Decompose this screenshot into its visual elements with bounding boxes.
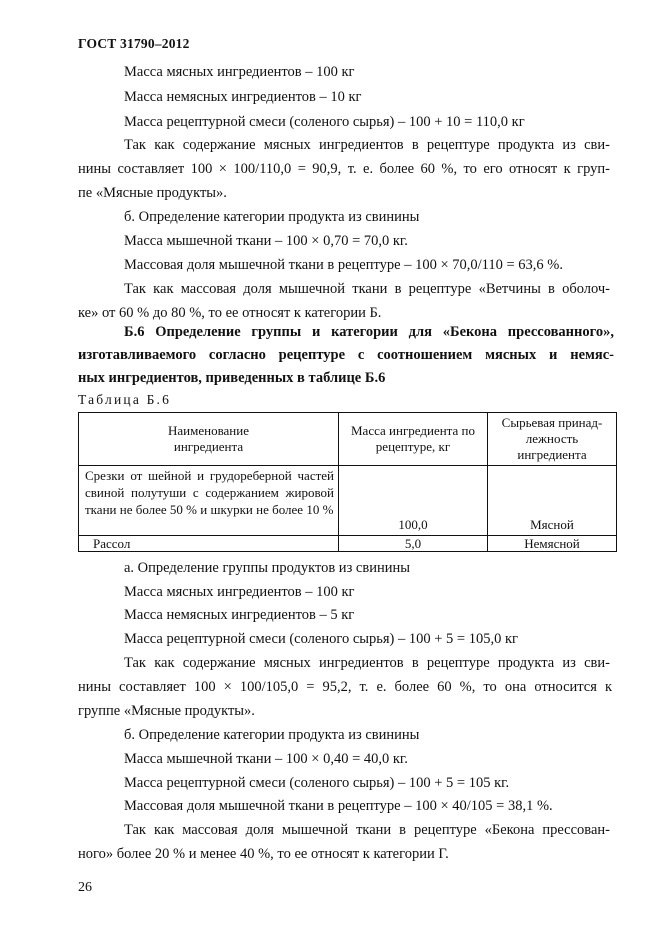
paragraph-line: Так как содержание мясных ингредиентов в рецептуре продукта из сви- [124,137,610,153]
paragraph-line: Так как массовая доля мышечной ткани в рецептуре «Бекона прессован- [124,822,610,838]
table-row [79,466,617,536]
text-line: Масса рецептурной смеси (соленого сырья) – 100 + 5 = 105 кг. [124,775,510,791]
table-header-row [79,413,617,466]
text-line: Масса мясных ингредиентов – 100 кг [124,64,355,80]
page-number: 26 [78,880,92,895]
text-line: Масса рецептурной смеси (соленого сырья) – 100 + 5 = 105,0 кг [124,631,518,647]
text-line: Масса мясных ингредиентов – 100 кг [124,584,355,600]
paragraph-line: группе «Мясные продукты». [78,703,255,719]
text-line: Масса мышечной ткани – 100 × 0,70 = 70,0 кг. [124,233,408,249]
text-line: а. Определение группы продуктов из свинины [124,560,410,576]
paragraph-line: Так как содержание мясных ингредиентов в рецептуре продукта из сви- [124,655,610,671]
paragraph-line: Так как массовая доля мышечной ткани в рецептуре «Ветчины в оболоч- [124,281,610,297]
table-row [79,536,617,552]
text-line: Масса немясных ингредиентов – 5 кг [124,607,355,623]
ingredient-mass: 100,0 [339,466,488,536]
document-header: ГОСТ 31790–2012 [78,36,190,51]
text-line: Массовая доля мышечной ткани в рецептуре – 100 × 70,0/110 = 63,6 %. [124,257,564,273]
paragraph-line: пе «Мясные продукты». [78,185,227,201]
table-caption: Таблица Б.6 [78,392,172,407]
section-heading-line: Б.6 Определение группы и категории для «Бекона прессованного», [124,324,614,340]
paragraph-line: нины составляет 100 × 100/105,0 = 95,2, т. е. более 60 %, то она относится к [78,679,612,695]
ingredient-category: Мясной [488,466,617,536]
column-header-category: Сырьевая принад-лежность ингредиента [488,413,617,466]
ingredient-name: Рассол [79,536,339,552]
paragraph-line: ного» более 20 % и менее 40 %, то ее относят к категории Г. [78,846,449,862]
paragraph-line: нины составляет 100 × 100/110,0 = 90,9, т. е. более 60 %, то его относят к груп- [78,161,610,177]
column-header-mass: Масса ингредиента по рецептуре, кг [339,413,488,466]
ingredient-name: Срезки от шейной и грудореберной частей свиной полутуши с содержанием жировой ткани не более 50 % и шкурки не более 10 % [79,466,339,536]
text-line: Масса мышечной ткани – 100 × 0,40 = 40,0 кг. [124,751,408,767]
text-line: Масса немясных ингредиентов – 10 кг [124,89,362,105]
text-line: б. Определение категории продукта из свинины [124,727,420,743]
text-line: б. Определение категории продукта из свинины [124,209,420,225]
ingredients-table [78,412,616,552]
column-header-name: Наименование ингредиента [79,413,339,466]
text-line: Массовая доля мышечной ткани в рецептуре – 100 × 40/105 = 38,1 %. [124,798,553,814]
text-line: Масса рецептурной смеси (соленого сырья) – 100 + 10 = 110,0 кг [124,114,525,130]
section-heading-line: ных ингредиентов, приведенных в таблице Б.6 [78,370,386,386]
ingredient-category: Немясной [488,536,617,552]
section-heading-line: изготавливаемого согласно рецептуре с соотношением мясных и немяс- [78,347,614,363]
ingredient-mass: 5,0 [339,536,488,552]
paragraph-line: ке» от 60 % до 80 %, то ее относят к категории Б. [78,305,382,321]
